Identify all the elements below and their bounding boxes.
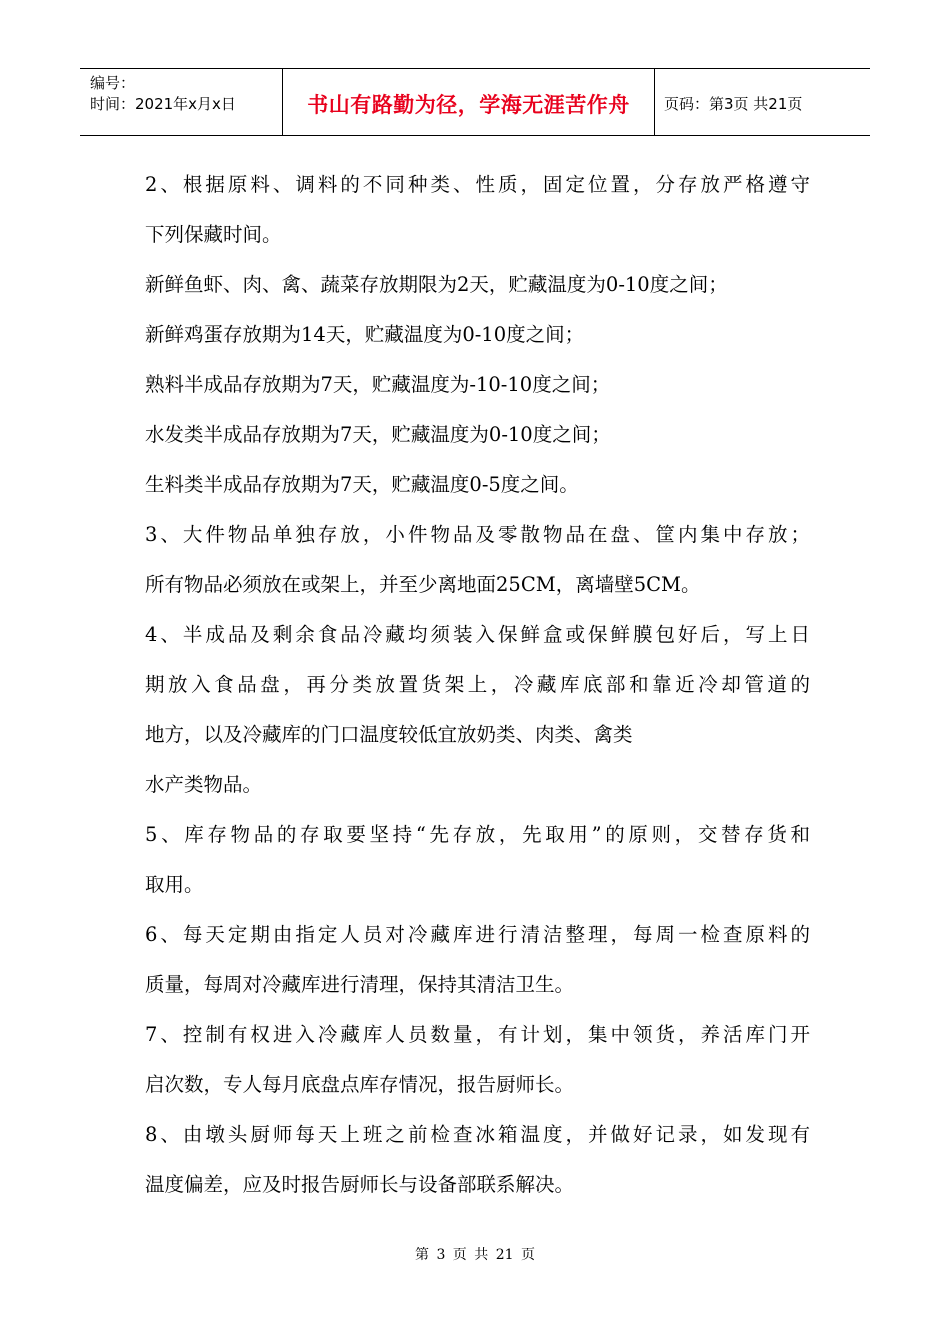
body-line: 新鲜鱼虾、肉、禽、蔬菜存放期限为2天，贮藏温度为0-10度之间； bbox=[145, 273, 728, 296]
document-time-label: 时间：2021年x月x日 bbox=[90, 95, 236, 113]
header-motto-cell bbox=[283, 69, 655, 135]
body-line: 5、库存物品的存取要坚持“先存放，先取用”的原则，交替存货和 bbox=[145, 823, 810, 846]
document-body bbox=[145, 160, 810, 1210]
body-line: 质量，每周对冷藏库进行清理，保持其清洁卫生。 bbox=[145, 973, 575, 996]
body-line: 熟料半成品存放期为7天，贮藏温度为-10-10度之间； bbox=[145, 373, 611, 396]
body-line: 水产类物品。 bbox=[145, 773, 263, 796]
body-line: 6、每天定期由指定人员对冷藏库进行清洁整理，每周一检查原料的 bbox=[145, 923, 810, 946]
header-page-info: 页码：第3页 共21页 bbox=[664, 94, 803, 113]
body-line: 下列保藏时间。 bbox=[145, 223, 282, 246]
document-header bbox=[80, 68, 870, 136]
body-line: 新鲜鸡蛋存放期为14天，贮藏温度为0-10度之间； bbox=[145, 323, 585, 346]
body-line: 水发类半成品存放期为7天，贮藏温度为0-10度之间； bbox=[145, 423, 611, 446]
body-line: 所有物品必须放在或架上，并至少离地面25CM，离墙壁5CM。 bbox=[145, 573, 701, 596]
body-line: 取用。 bbox=[145, 873, 204, 896]
body-line: 生料类半成品存放期为7天，贮藏温度0-5度之间。 bbox=[145, 473, 579, 496]
header-meta bbox=[80, 69, 283, 135]
body-line: 地方，以及冷藏库的门口温度较低宜放奶类、肉类、禽类 bbox=[145, 723, 633, 746]
page-footer: 第 3 页 共 21 页 bbox=[415, 1247, 535, 1263]
body-line: 启次数，专人每月底盘点库存情况，报告厨师长。 bbox=[145, 1073, 575, 1096]
body-line: 8、由墩头厨师每天上班之前检查冰箱温度，并做好记录，如发现有 bbox=[145, 1123, 810, 1146]
body-line: 4、半成品及剩余食品冷藏均须装入保鲜盒或保鲜膜包好后，写上日 bbox=[145, 623, 810, 646]
body-line: 期放入食品盘，再分类放置货架上，冷藏库底部和靠近冷却管道的 bbox=[145, 673, 810, 696]
header-motto: 书山有路勤为径，学海无涯苦作舟 bbox=[307, 93, 630, 117]
body-line: 2、根据原料、调料的不同种类、性质，固定位置，分存放严格遵守 bbox=[145, 173, 810, 196]
body-line: 3、大件物品单独存放，小件物品及零散物品在盘、筐内集中存放； bbox=[145, 523, 810, 546]
document-number-label: 编号： bbox=[90, 74, 136, 92]
body-line: 温度偏差，应及时报告厨师长与设备部联系解决。 bbox=[145, 1173, 575, 1196]
body-line: 7、控制有权进入冷藏库人员数量，有计划，集中领货，养活库门开 bbox=[145, 1023, 810, 1046]
